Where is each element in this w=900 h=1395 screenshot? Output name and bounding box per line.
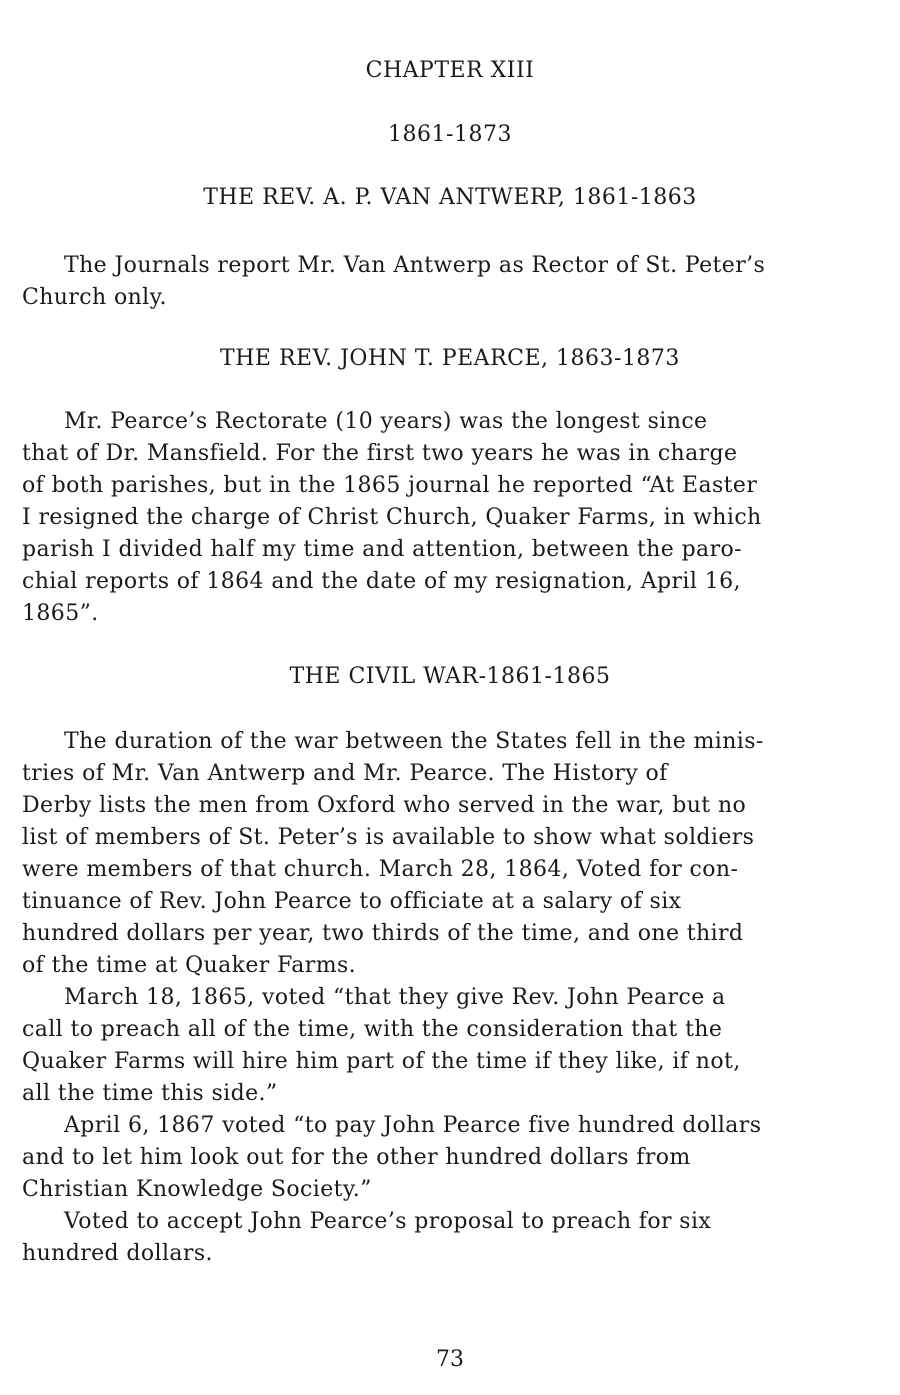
text-line: parish I divided half my time and attention, between the paro- [22, 537, 742, 562]
text-line: 1865”. [22, 601, 99, 626]
text-line: tries of Mr. Van Antwerp and Mr. Pearce. The History of [22, 761, 668, 786]
text-line: Quaker Farms will hire him part of the time if they like, if not, [22, 1049, 741, 1074]
chapter-title: CHAPTER XIII [365, 58, 535, 83]
text-line: The duration of the war between the States fell in the minis- [64, 729, 764, 754]
page-number: 73 [436, 1347, 464, 1372]
text-line: of both parishes, but in the 1865 journal he reported “At Easter [22, 473, 758, 498]
text-line: Voted to accept John Pearce’s proposal to preach for six [64, 1209, 712, 1234]
text-line: and to let him look out for the other hundred dollars from [22, 1145, 691, 1170]
text-line: list of members of St. Peter’s is available to show what soldiers [22, 825, 755, 850]
text-line: that of Dr. Mansfield. For the first two years he was in charge [22, 441, 738, 466]
text-line: Mr. Pearce’s Rectorate (10 years) was the longest since [64, 409, 708, 434]
paragraph-van-antwerp [22, 250, 892, 314]
paragraph-pearce [22, 406, 892, 630]
text-line: call to preach all of the time, with the consideration that the [22, 1017, 723, 1042]
text-line: tinuance of Rev. John Pearce to officiate at a salary of six [22, 889, 682, 914]
text-line: chial reports of 1864 and the date of my resignation, April 16, [22, 569, 741, 594]
text-line: Church only. [22, 285, 167, 310]
text-line: hundred dollars. [22, 1241, 213, 1266]
section-heading-van-antwerp: THE REV. A. P. VAN ANTWERP, 1861-1863 [203, 185, 697, 210]
text-line: March 18, 1865, voted “that they give Rev. John Pearce a [64, 985, 726, 1010]
text-line: April 6, 1867 voted “to pay John Pearce five hundred dollars [64, 1113, 762, 1138]
text-line: Christian Knowledge Society.” [22, 1177, 372, 1202]
section-heading-pearce: THE REV. JOHN T. PEARCE, 1863-1873 [220, 346, 680, 371]
text-line: hundred dollars per year, two thirds of the time, and one third [22, 921, 744, 946]
text-line: The Journals report Mr. Van Antwerp as Rector of St. Peter’s [64, 253, 766, 278]
section-heading-civil-war: THE CIVIL WAR-1861-1865 [289, 664, 611, 689]
paragraph-civil-war [22, 726, 892, 1270]
text-line: of the time at Quaker Farms. [22, 953, 357, 978]
text-line: Derby lists the men from Oxford who served in the war, but no [22, 793, 747, 818]
text-line: I resigned the charge of Christ Church, Quaker Farms, in which [22, 505, 762, 530]
text-line: all the time this side.” [22, 1081, 278, 1106]
chapter-years: 1861-1873 [388, 122, 512, 147]
text-line: were members of that church. March 28, 1864, Voted for con- [22, 857, 739, 882]
